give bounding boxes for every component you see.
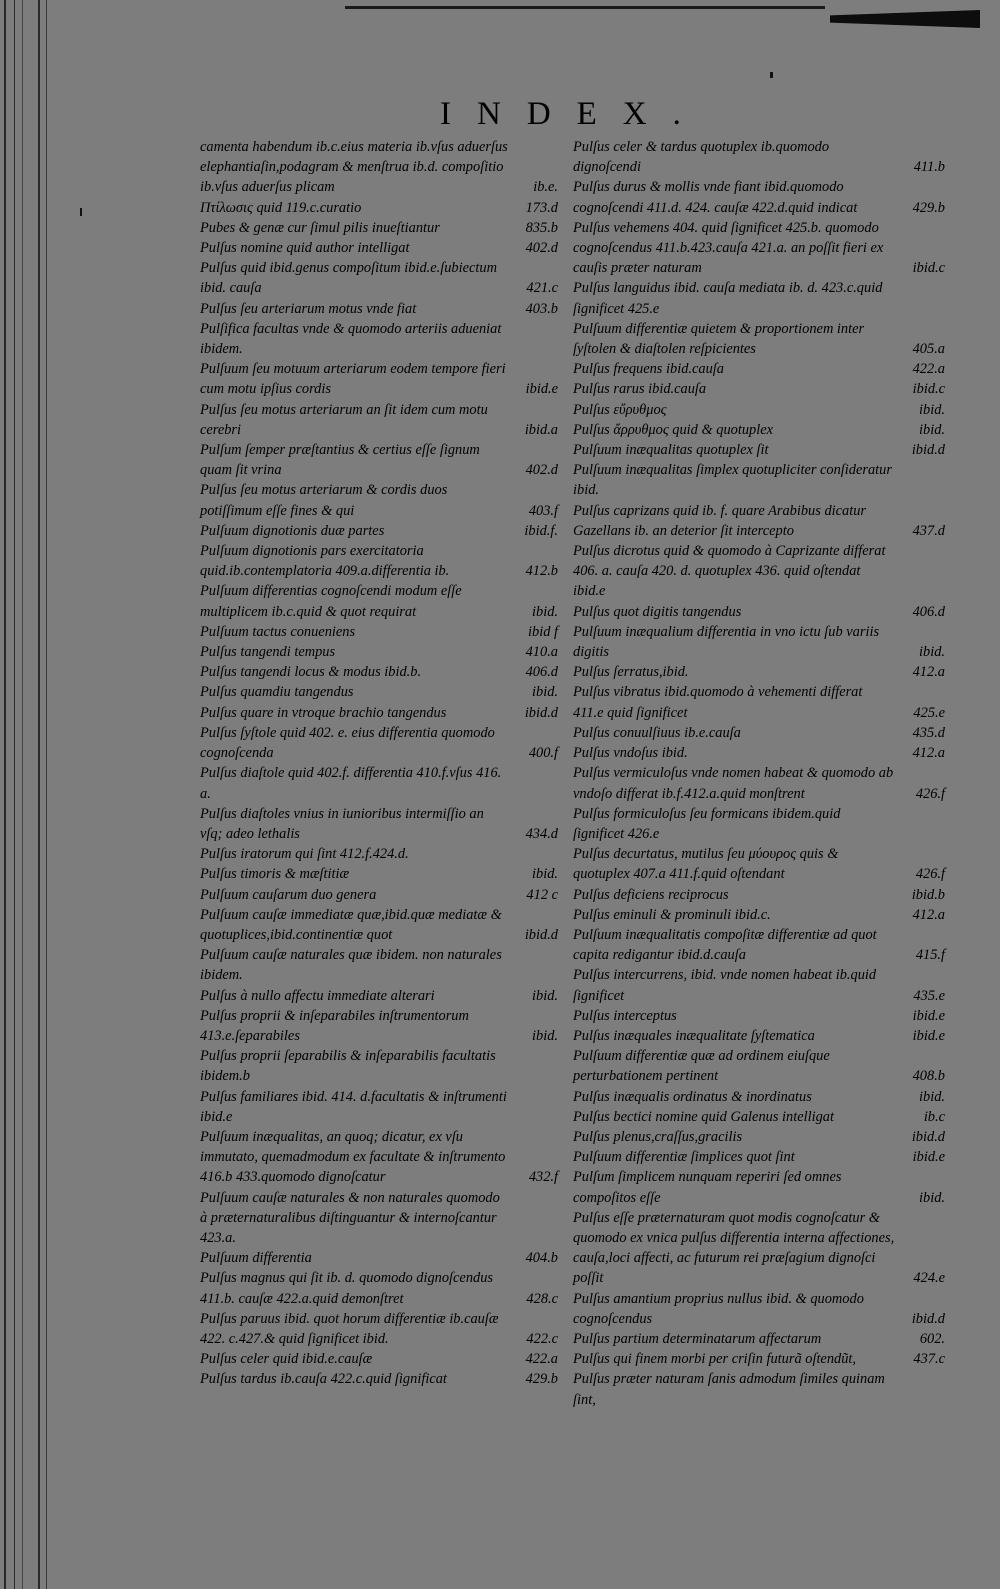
index-entry-text: Pulſuum differentia: [200, 1250, 312, 1267]
index-entry-text: Pulſuum differentias cognoſcendi modum eſſe multiplicem ib.c.quid & quot requirat: [200, 583, 462, 620]
index-entry-page-ref: ibid.e: [912, 1007, 945, 1024]
index-entry-text: Pulſifica facultas vnde & quomodo arteriis adueniat ibidem.: [200, 320, 502, 358]
index-entry: [200, 1046, 558, 1086]
index-entry-page-ref: ibid.d: [524, 704, 558, 721]
index-entry-page-ref: 425.e: [913, 704, 945, 721]
index-entry-page-ref: 835.b: [525, 219, 558, 236]
index-entry: [200, 238, 558, 258]
index-entry: [200, 1188, 558, 1249]
index-entry: [200, 905, 558, 945]
index-entry: [200, 359, 558, 399]
index-entry-text: Pulſus conuulſiuus ib.e.cauſa: [573, 724, 741, 741]
index-entry-text: Pulſus iratorum qui ſint 412.f.424.d.: [200, 846, 409, 863]
index-entry-page-ref: 437.d: [912, 522, 945, 539]
binding-line: [22, 0, 23, 1589]
index-entry-page-ref: ibid.: [532, 684, 558, 701]
index-entry: [573, 723, 945, 743]
index-entry: [573, 1127, 945, 1147]
index-entry-text: Pulſus languidus ibid. cauſa mediata ib. d. 423.c.quid ſignificet 425.e: [573, 280, 883, 317]
index-entry-text: Pulſus εὔρυθμος: [573, 401, 667, 418]
index-entry-page-ref: 429.b: [912, 199, 945, 216]
index-entry: [200, 1369, 558, 1389]
index-entry-text: Pulſus proprii ſeparabilis & inſeparabilis facultatis ibidem.b: [200, 1048, 496, 1085]
index-entry-page-ref: 406.d: [912, 603, 945, 620]
index-entry-page-ref: ibid.: [919, 401, 945, 418]
index-entry: [200, 198, 558, 218]
index-entry-page-ref: ibid.: [532, 603, 558, 620]
index-entry: [200, 1006, 558, 1046]
index-entry-text: Pulſus quot digitis tangendus: [573, 603, 742, 620]
index-entry: [200, 986, 558, 1006]
index-entry-page-ref: ibid.: [919, 644, 945, 661]
index-entry-text: Pulſus eſſe præternaturam quot modis cognoſcatur & quomodo ex vnica pulſus differentia interna affectiones, cauſa,loci affecti, ac futurum rei præſagium dignoſci poſſit: [573, 1209, 895, 1287]
index-column-right: [573, 137, 945, 1410]
index-entry-text: Pulſus nomine quid author intelligat: [200, 240, 410, 257]
index-entry: [200, 137, 558, 198]
index-entry-text: Pulſuum dignotionis pars exercitatoria quid.ib.contemplatoria 409.a.differentia ib.: [200, 543, 450, 580]
index-entry-text: Pulſus bectici nomine quid Galenus intelligat: [573, 1108, 834, 1125]
index-entry-text: Pulſus tangendi tempus: [200, 644, 336, 661]
index-entry: [200, 1309, 558, 1349]
index-entry-page-ref: 426.f: [915, 785, 945, 802]
index-entry-text: Pulſuum ſeu motuum arteriarum eodem tempore fieri cum motu ipſius cordis: [200, 361, 506, 398]
index-entry-text: Pulſuum differentiæ quietem & proportionem inter ſyſtolen & diaſtolen reſpicientes: [573, 320, 865, 358]
index-entry-text: Pulſus inæqualis ordinatus & inordinatus: [573, 1088, 812, 1105]
index-entry-page-ref: ibid.: [532, 987, 558, 1004]
index-entry: [573, 541, 945, 602]
index-entry-text: Pulſus ſyſtole quid 402. e. eius differentia quomodo cognoſcenda: [200, 724, 495, 762]
index-entry-text: Pulſus vndoſus ibid.: [573, 745, 688, 762]
index-entry: [200, 622, 558, 642]
index-entry-page-ref: ibid.d: [911, 442, 945, 459]
index-entry: [573, 804, 945, 844]
index-entry: [200, 218, 558, 238]
index-entry-text: Pulſus eminuli & prominuli ibid.c.: [573, 906, 771, 923]
index-entry-text: Pulſus vermiculoſus vnde nomen habeat & quomodo ab vndoſo differat ib.f.412.a.quid monſtrent: [573, 765, 894, 802]
index-entry: [573, 885, 945, 905]
index-entry-text: Pulſus durus & mollis vnde fiant ibid.quomodo cognoſcendi 411.d. 424. cauſæ 422.d.quid indicat: [573, 179, 858, 216]
index-entry: [200, 480, 558, 520]
index-entry: [573, 682, 945, 722]
index-entry-page-ref: ibid.c: [912, 381, 945, 398]
index-entry-page-ref: 403.b: [525, 300, 558, 317]
index-entry-page-ref: 408.b: [912, 1068, 945, 1085]
index-entry-text: Pulſus frequens ibid.cauſa: [573, 361, 724, 378]
index-entry: [573, 1349, 945, 1369]
index-entry: [200, 945, 558, 985]
index-entry-text: Pulſus à nullo affectu immediate alterari: [200, 987, 435, 1004]
index-entry-text: Pulſuum cauſæ naturales quæ ibidem. non naturales ibidem.: [200, 947, 502, 984]
index-entry-page-ref: 415.f: [915, 947, 945, 964]
index-entry-text: Pulſus partium determinatarum affectarum: [573, 1330, 822, 1347]
index-entry: [573, 319, 945, 359]
index-entry-page-ref: 434.d: [525, 825, 558, 842]
index-entry-text: Pulſus magnus qui ſit ib. d. quomodo dignoſcendus 411.b. cauſæ 422.a.quid demonſtret: [200, 1270, 494, 1307]
index-entry: [200, 642, 558, 662]
index-entry-page-ref: 432.f: [528, 1169, 558, 1186]
index-entry: [573, 743, 945, 763]
index-entry-text: Pulſus proprii & inſeparabiles inſtrumentorum 413.e.ſeparabiles: [200, 1007, 469, 1044]
index-entry-page-ref: ibid.f.: [524, 522, 558, 539]
index-entry: [573, 844, 945, 884]
index-entry-text: Pulſuum inæqualitas, an quoq; dicatur, ex vſu immutato, quemadmodum ex facultate & inſtrumento 416.b 433.quomodo dignoſcatur: [200, 1128, 506, 1186]
index-entry-page-ref: ib.c: [923, 1108, 945, 1125]
binding-line: [46, 0, 47, 1589]
index-entry-page-ref: 429.b: [525, 1371, 558, 1388]
index-entry-text: Pulſuum inæqualitas ſimplex quotupliciter conſideratur ibid.: [573, 462, 892, 499]
index-entry: [573, 1006, 945, 1026]
index-entry-text: Pulſus plenus,craſſus,gracilis: [573, 1128, 743, 1145]
index-entry-text: Pulſus tardus ib.cauſa 422.c.quid ſignificat: [200, 1371, 447, 1388]
index-entry-text: Pulſus celer quid ibid.e.cauſæ: [200, 1351, 373, 1368]
index-entry: [200, 844, 558, 864]
index-entry: [200, 703, 558, 723]
index-entry-page-ref: 173.d: [525, 199, 558, 216]
index-entry: [573, 278, 945, 318]
index-entry: [200, 864, 558, 884]
index-entry: [200, 541, 558, 581]
index-entry-text: Pulſus tangendi locus & modus ibid.b.: [200, 664, 422, 681]
index-entry-page-ref: 422.c: [526, 1330, 558, 1347]
index-entry-page-ref: 435.d: [912, 724, 945, 741]
index-entry: [200, 319, 558, 359]
ink-speck: [770, 72, 773, 78]
index-entry-text: Pulſus familiares ibid. 414. d.facultatis & inſtrumenti ibid.e: [200, 1088, 507, 1125]
index-entry-page-ref: ibid.: [532, 866, 558, 883]
index-entry: [573, 965, 945, 1005]
index-entry-text: Pulſus dicrotus quid & quomodo à Caprizante differat 406. a. cauſa 420. d. quotuplex 436. quid oſtendat ibid.e: [573, 543, 886, 600]
index-entry-page-ref: ib.e.: [533, 179, 558, 196]
index-entry: [573, 763, 945, 803]
index-entry-page-ref: 406.d: [525, 664, 558, 681]
index-entry-page-ref: 428.c: [526, 1290, 558, 1307]
index-entry-page-ref: 412 c: [526, 886, 558, 903]
index-entry-text: Pulſum ſemper præſtantius & certius eſſe ſignum quam ſit vrina: [200, 442, 480, 479]
index-entry-text: camenta habendum ib.c.eius materia ib.vſus aduerſus elephantiaſin,podagram & menſtrua ib.d. compoſitio ib.vſus aduerſus plicam: [200, 139, 508, 196]
index-entry-text: Pulſus ſeu arteriarum motus vnde fiat: [200, 300, 417, 317]
index-entry: [573, 1107, 945, 1127]
index-entry-text: Pulſuum tactus conueniens: [200, 623, 356, 640]
index-entry: [573, 218, 945, 279]
index-entry: [200, 763, 558, 803]
index-entry: [573, 460, 945, 500]
index-entry: [200, 581, 558, 621]
index-entry-text: Pulſus quid ibid.genus compoſitum ibid.e.ſubiectum ibid. cauſa: [200, 260, 497, 297]
index-entry: [200, 804, 558, 844]
index-entry: [573, 177, 945, 217]
index-entry: [200, 440, 558, 480]
index-entry-text: Pulſus quare in vtroque brachio tangendus: [200, 704, 447, 721]
index-entry-text: Pulſus amantium proprius nullus ibid. & quomodo cognoſcendus: [573, 1290, 864, 1327]
index-entry-page-ref: ibid f: [528, 623, 558, 640]
index-entry: [200, 521, 558, 541]
index-entry-page-ref: 422.a: [525, 1351, 558, 1368]
index-entry-text: Pulſus formiculoſus ſeu formicans ibidem.quid ſignificet 426.e: [573, 805, 841, 842]
index-entry: [573, 379, 945, 399]
index-entry-page-ref: 402.d: [525, 240, 558, 257]
index-entry-page-ref: ibid.e: [912, 1027, 945, 1044]
index-entry-text: Pulſuum cauſæ naturales & non naturales quomodo à præternaturalibus diſtinguantur & internoſcantur 423.a.: [200, 1189, 500, 1246]
index-entry-text: Pulſus paruus ibid. quot horum differentiæ ib.cauſæ 422. c.427.& quid ſignificet ibid.: [200, 1310, 499, 1347]
index-entry-text: Pulſus diaſtole quid 402.f. differentia 410.f.vſus 416. a.: [200, 765, 502, 802]
index-entry-text: Pulſus quamdiu tangendus: [200, 684, 354, 701]
index-entry: [200, 1248, 558, 1268]
index-entry-text: Pulſus ſerratus,ibid.: [573, 664, 689, 681]
index-entry: [573, 501, 945, 541]
index-entry: [200, 885, 558, 905]
index-entry-text: Pulſus vibratus ibid.quomodo à vehementi differat 411.e quid ſignificet: [573, 684, 863, 721]
index-entry-page-ref: ibid.e: [912, 1149, 945, 1166]
index-entry-page-ref: 424.e: [913, 1270, 945, 1287]
index-entry: [573, 1087, 945, 1107]
index-entry-text: Pulſus qui finem morbi per criſin futurã oſtendũt,: [573, 1351, 857, 1368]
index-entry-text: Pulſus caprizans quid ib. f. quare Arabibus dicatur Gazellans ib. an deterior ſit intercepto: [573, 502, 867, 539]
index-entry-page-ref: 426.f: [915, 866, 945, 883]
top-rule: [345, 6, 825, 9]
index-entry-text: Pulſus ſeu motus arteriarum & cordis duos potiſſimum eſſe fines & qui: [200, 482, 448, 519]
binding-line: [38, 0, 40, 1589]
index-entry: [573, 662, 945, 682]
book-binding-edge: [0, 0, 60, 1589]
index-entry-text: Pulſus inæquales inæqualitate ſyſtematica: [573, 1027, 815, 1044]
index-entry: [200, 662, 558, 682]
index-entry-text: Pulſus vehemens 404. quid ſignificet 425.b. quomodo cognoſcendus 411.b.423.cauſa 421.a. an poſſit fieri ex cauſis præter naturam: [573, 219, 884, 277]
index-entry-text: Pulſus celer & tardus quotuplex ib.quomodo dignoſcendi: [573, 139, 830, 176]
page-title: INDEX.: [440, 96, 707, 132]
index-entry: [573, 1147, 945, 1167]
index-entry: [200, 400, 558, 440]
index-entry-text: Pulſus præter naturam ſanis admodum ſimiles quinam ſint,: [573, 1371, 885, 1408]
index-entry: [573, 1369, 945, 1409]
index-entry-page-ref: ibid.b: [911, 886, 945, 903]
index-entry-page-ref: 602.: [919, 1330, 945, 1347]
index-entry: [200, 1268, 558, 1308]
index-entry-text: Pulſus ἄρρυθμος quid & quotuplex: [573, 421, 773, 438]
index-entry: [573, 1167, 945, 1207]
index-entry-page-ref: ibid.e: [525, 381, 558, 398]
ink-speck: [80, 208, 82, 216]
index-entry-page-ref: ibid.d: [911, 1128, 945, 1145]
index-entry-text: Pulſus interceptus: [573, 1007, 677, 1024]
index-entry: [573, 359, 945, 379]
index-entry: [200, 1349, 558, 1369]
index-entry: [573, 1026, 945, 1046]
index-entry-page-ref: ibid.d: [524, 926, 558, 943]
index-entry-page-ref: 412.a: [912, 906, 945, 923]
index-entry-page-ref: 410.a: [525, 644, 558, 661]
index-entry: [200, 299, 558, 319]
index-entry-page-ref: 412.b: [525, 563, 558, 580]
index-entry-page-ref: ibid.c: [912, 260, 945, 277]
index-entry: [573, 905, 945, 925]
index-entry-page-ref: ibid.: [919, 421, 945, 438]
index-entry-text: Pulſuum cauſæ immediatæ quæ,ibid.quæ mediatæ & quotuplices,ibid.continentiæ quot: [200, 906, 502, 943]
binding-line: [4, 0, 6, 1589]
index-entry: [573, 1289, 945, 1329]
index-entry-page-ref: 404.b: [525, 1250, 558, 1267]
index-entry: [573, 1046, 945, 1086]
index-entry-page-ref: 412.a: [912, 745, 945, 762]
index-entry: [200, 682, 558, 702]
index-entry-page-ref: 412.a: [912, 664, 945, 681]
index-entry-text: Pulſuum cauſarum duo genera: [200, 886, 377, 903]
index-entry-text: Pulſuum inæqualium differentia in vno ictu ſub variis digitis: [573, 623, 880, 661]
index-entry: [573, 925, 945, 965]
index-entry-text: Pulſus ſeu motus arteriarum an ſit idem cum motu cerebri: [200, 401, 488, 438]
index-entry: [573, 622, 945, 662]
index-entry-text: Pulſum ſimplicem nunquam reperiri ſed omnes compoſitos eſſe: [573, 1169, 842, 1206]
index-entry-page-ref: 421.c: [526, 280, 558, 297]
index-entry-text: Pulſus intercurrens, ibid. vnde nomen habeat ib.quid ſignificet: [573, 967, 877, 1004]
index-entry-page-ref: ibid.: [919, 1189, 945, 1206]
index-entry-page-ref: 400.f: [528, 745, 558, 762]
index-entry: [573, 137, 945, 177]
index-entry-text: Pulſuum inæqualitas quotuplex ſit: [573, 442, 769, 459]
index-entry-text: Pulſus rarus ibid.cauſa: [573, 381, 707, 398]
index-entry-page-ref: 405.a: [912, 341, 945, 358]
index-entry: [573, 400, 945, 420]
index-entry-page-ref: ibid.: [532, 1027, 558, 1044]
index-entry-page-ref: 402.d: [525, 462, 558, 479]
index-entry-page-ref: ibid.a: [524, 421, 558, 438]
index-entry-text: Pulſus diaſtoles vnius in iunioribus intermiſſio an vſq; adeo lethalis: [200, 805, 484, 842]
index-entry-page-ref: ibid.: [919, 1088, 945, 1105]
index-column-left: [200, 137, 558, 1390]
index-entry-text: Pulſus deficiens reciprocus: [573, 886, 729, 903]
index-entry-text: Pulſus timoris & mæſtitiæ: [200, 866, 350, 883]
index-entry: [200, 258, 558, 298]
index-entry-text: Pulſuum dignotionis duæ partes: [200, 522, 385, 539]
index-entry: [200, 723, 558, 763]
index-entry-text: Pulſus decurtatus, mutilus ſeu μύουρος quis & quotuplex 407.a 411.f.quid oſtendant: [573, 846, 839, 883]
index-entry-page-ref: ibid.d: [911, 1310, 945, 1327]
index-entry-text: Pulſuum inæqualitatis compoſitæ differentiæ ad quot capita redigantur ibid.d.cauſa: [573, 926, 877, 964]
top-ink-bar: [830, 10, 980, 28]
index-entry: [573, 420, 945, 440]
index-entry-text: Pulſuum differentiæ ſimplices quot ſint: [573, 1149, 795, 1166]
index-entry-page-ref: 403.f: [528, 502, 558, 519]
index-entry: [200, 1087, 558, 1127]
index-entry: [573, 602, 945, 622]
index-entry-page-ref: 411.b: [913, 159, 945, 176]
index-entry: [573, 1208, 945, 1289]
index-entry-page-ref: 422.a: [912, 361, 945, 378]
index-entry-text: Pubes & genæ cur ſimul pilis inueſtiantur: [200, 219, 440, 236]
index-entry: [200, 1127, 558, 1188]
index-entry-page-ref: 435.e: [913, 987, 945, 1004]
index-entry: [573, 440, 945, 460]
binding-line: [14, 0, 15, 1589]
index-entry-text: Pulſuum differentiæ quæ ad ordinem eiuſque perturbationem pertinent: [573, 1048, 830, 1085]
index-entry-page-ref: 437.c: [913, 1351, 945, 1368]
index-entry-text: Πτίλωσις quid 119.c.curatio: [200, 199, 362, 216]
index-entry: [573, 1329, 945, 1349]
